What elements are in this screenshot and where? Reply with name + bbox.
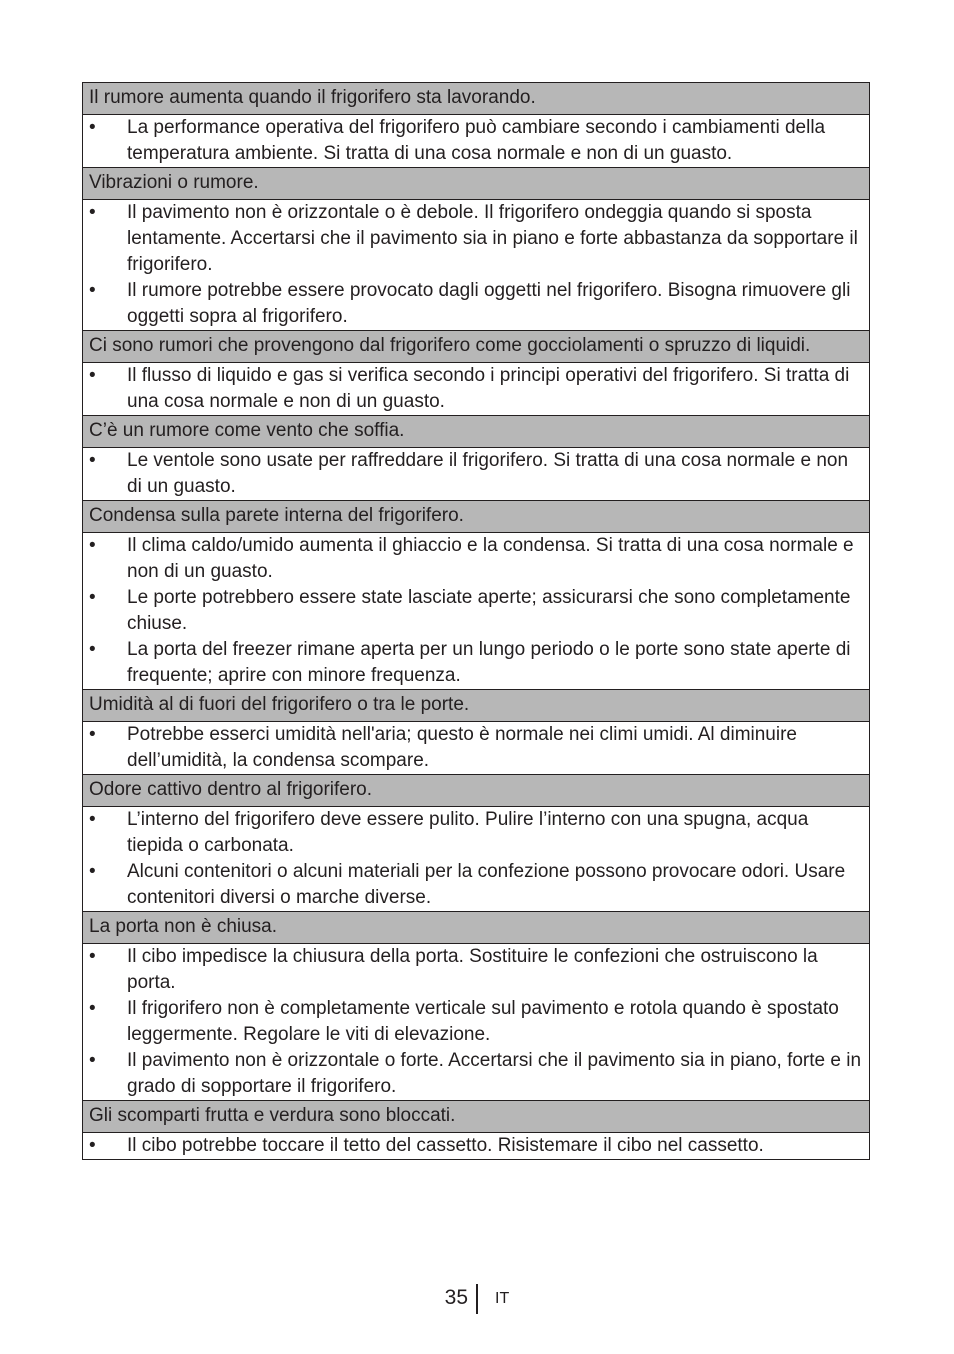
solution-text: Il cibo impedisce la chiusura della porta. Sostituire le confezioni che ostruiscono la porta. (127, 946, 818, 993)
problem-section (83, 83, 869, 168)
footer-separator (476, 1284, 478, 1314)
bullet-icon: • (89, 946, 96, 967)
list-item (83, 1048, 865, 1100)
solution-text: La performance operativa del frigorifero può cambiare secondo i cambiamenti della temperatura ambiente. Si tratta di una cosa normale e non di un guasto. (127, 117, 826, 164)
list-item (83, 1133, 865, 1159)
list-item (83, 722, 865, 774)
solution-text: Il frigorifero non è completamente verticale sul pavimento e rotola quando è spostato leggermente. Regolare le viti di elevazione. (127, 998, 839, 1045)
solution-text: Potrebbe esserci umidità nell'aria; questo è normale nei climi umidi. Al diminuire dell’umidità, la condensa scompare. (127, 724, 797, 771)
list-item (83, 859, 865, 911)
bullet-icon: • (89, 809, 96, 830)
solution-text: Il flusso di liquido e gas si verifica secondo i principi operativi del frigorifero. Si tratta di una cosa normale e non di un guasto. (127, 365, 850, 412)
problem-section (83, 168, 869, 331)
bullet-icon: • (89, 1135, 96, 1156)
solution-text: Il cibo potrebbe toccare il tetto del cassetto. Risistemare il cibo nel cassetto. (127, 1135, 764, 1156)
solution-list (83, 200, 869, 331)
problem-heading: Vibrazioni o rumore. (83, 168, 869, 200)
problem-section (83, 690, 869, 775)
solution-text: Il clima caldo/umido aumenta il ghiaccio e la condensa. Si tratta di una cosa normale e non di un guasto. (127, 535, 854, 582)
list-item (83, 996, 865, 1048)
bullet-icon: • (89, 724, 96, 745)
problem-heading: Odore cattivo dentro al frigorifero. (83, 775, 869, 807)
solution-list (83, 363, 869, 416)
list-item (83, 533, 865, 585)
problem-section (83, 331, 869, 416)
list-item (83, 363, 865, 415)
problem-section (83, 775, 869, 912)
bullet-icon: • (89, 450, 96, 471)
bullet-icon: • (89, 998, 96, 1019)
solution-list (83, 944, 869, 1101)
bullet-icon: • (89, 365, 96, 386)
language-code: IT (495, 1290, 510, 1307)
troubleshooting-table (82, 82, 870, 1160)
list-item (83, 115, 865, 167)
solution-list (83, 807, 869, 912)
problem-heading: C’è un rumore come vento che soffia. (83, 416, 869, 448)
bullet-icon: • (89, 587, 96, 608)
problem-heading: Umidità al di fuori del frigorifero o tra le porte. (83, 690, 869, 722)
bullet-icon: • (89, 202, 96, 223)
list-item (83, 278, 865, 330)
problem-heading: Il rumore aumenta quando il frigorifero sta lavorando. (83, 83, 869, 115)
solution-text: Alcuni contenitori o alcuni materiali per la confezione possono provocare odori. Usare contenitori diversi o marche diverse. (127, 861, 846, 908)
solution-list (83, 722, 869, 775)
list-item (83, 944, 865, 996)
problem-section (83, 1101, 869, 1159)
problem-section (83, 501, 869, 690)
problem-section (83, 912, 869, 1101)
list-item (83, 637, 865, 689)
problem-heading: Ci sono rumori che provengono dal frigorifero come gocciolamenti o spruzzo di liquidi. (83, 331, 869, 363)
solution-text: Il pavimento non è orizzontale o forte. Accertarsi che il pavimento sia in piano, forte e in grado di sopportare il frigorifero. (127, 1050, 862, 1097)
solution-text: Le porte potrebbero essere state lasciate aperte; assicurarsi che sono completamente chiuse. (127, 587, 851, 634)
bullet-icon: • (89, 280, 96, 301)
bullet-icon: • (89, 1050, 96, 1071)
list-item (83, 448, 865, 500)
bullet-icon: • (89, 535, 96, 556)
bullet-icon: • (89, 117, 96, 138)
solution-list (83, 1133, 869, 1159)
page-number: 35 (444, 1286, 468, 1309)
bullet-icon: • (89, 639, 96, 660)
problem-heading: Gli scomparti frutta e verdura sono bloccati. (83, 1101, 869, 1133)
solution-list (83, 448, 869, 501)
solution-text: L’interno del frigorifero deve essere pulito. Pulire l’interno con una spugna, acqua tiepida o carbonata. (127, 809, 809, 856)
solution-list (83, 115, 869, 168)
solution-list (83, 533, 869, 690)
solution-text: Il pavimento non è orizzontale o è debole. Il frigorifero ondeggia quando si sposta lentamente. Accertarsi che il pavimento sia in piano e forte abbastanza da sopportare il frigorifero. (127, 202, 858, 275)
page-footer (0, 1284, 954, 1316)
solution-text: Le ventole sono usate per raffreddare il frigorifero. Si tratta di una cosa normale e non di un guasto. (127, 450, 849, 497)
list-item (83, 807, 865, 859)
problem-heading: La porta non è chiusa. (83, 912, 869, 944)
bullet-icon: • (89, 861, 96, 882)
solution-text: La porta del freezer rimane aperta per un lungo periodo o le porte sono state aperte di frequente; aprire con minore frequenza. (127, 639, 851, 686)
problem-heading: Condensa sulla parete interna del frigorifero. (83, 501, 869, 533)
problem-section (83, 416, 869, 501)
solution-text: Il rumore potrebbe essere provocato dagli oggetti nel frigorifero. Bisogna rimuovere gli oggetti sopra al frigorifero. (127, 280, 851, 327)
list-item (83, 585, 865, 637)
list-item (83, 200, 865, 278)
